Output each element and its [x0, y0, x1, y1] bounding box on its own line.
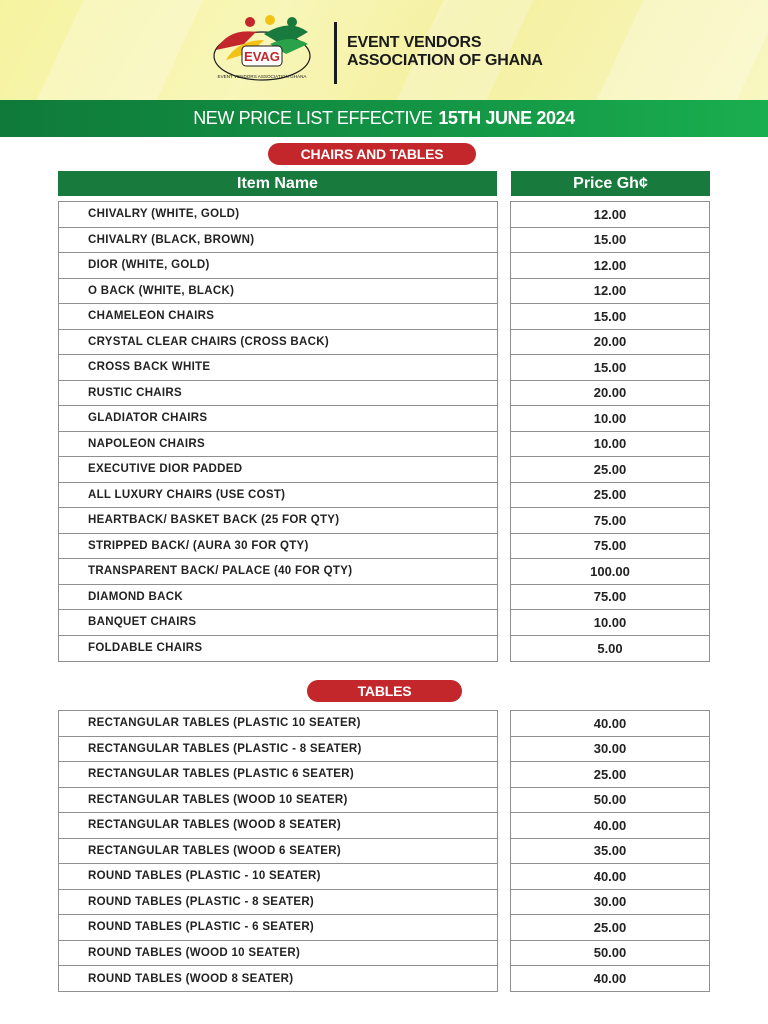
price-cell: 12.00	[511, 253, 709, 279]
price-cell: 30.00	[511, 737, 709, 763]
item-name-cell: ROUND TABLES (PLASTIC - 6 SEATER)	[59, 915, 497, 941]
item-name-cell: DIAMOND BACK	[59, 585, 497, 611]
item-name-cell: RECTANGULAR TABLES (PLASTIC 6 SEATER)	[59, 762, 497, 788]
price-cell: 15.00	[511, 355, 709, 381]
background-facet	[27, 0, 212, 100]
item-name-cell: ROUND TABLES (WOOD 8 SEATER)	[88, 972, 294, 985]
price-cell: 35.00	[511, 839, 709, 865]
logo-text: EVAG	[244, 49, 280, 64]
item-name-cell: STRIPPED BACK/ (AURA 30 FOR QTY)	[59, 534, 497, 560]
item-name-cell: HEARTBACK/ BASKET BACK (25 FOR QTY)	[59, 508, 497, 534]
banner-date: 15TH JUNE 2024	[438, 108, 575, 128]
item-name-cell: RECTANGULAR TABLES (PLASTIC - 8 SEATER)	[59, 737, 497, 763]
price-cell: 40.00	[593, 971, 627, 987]
org-name-line2: ASSOCIATION OF GHANA	[347, 52, 543, 69]
item-name-cell: EXECUTIVE DIOR PADDED	[59, 457, 497, 483]
item-name-cell: CROSS BACK WHITE	[59, 355, 497, 381]
price-cell: 40.00	[511, 813, 709, 839]
tables-item-table	[58, 710, 498, 992]
item-name-cell: ALL LUXURY CHAIRS (USE COST)	[59, 483, 497, 509]
price-cell: 20.00	[511, 381, 709, 407]
price-cell: 75.00	[511, 508, 709, 534]
price-cell: 75.00	[511, 585, 709, 611]
price-cell: 5.00	[597, 640, 623, 656]
item-name-cell: GLADIATOR CHAIRS	[59, 406, 497, 432]
org-name	[347, 34, 543, 70]
item-name-cell: RUSTIC CHAIRS	[59, 381, 497, 407]
column-header-item: Item Name	[58, 171, 497, 196]
item-name-cell: NAPOLEON CHAIRS	[59, 432, 497, 458]
effective-date-banner	[0, 100, 768, 137]
header-divider	[334, 22, 337, 84]
item-name-cell: FOLDABLE CHAIRS	[88, 642, 203, 655]
tables-price-table	[510, 710, 710, 992]
price-cell: 15.00	[511, 304, 709, 330]
column-header-price: Price Gh¢	[511, 171, 710, 196]
price-cell: 50.00	[511, 788, 709, 814]
item-name-cell: ROUND TABLES (PLASTIC - 8 SEATER)	[59, 890, 497, 916]
item-name-cell: RECTANGULAR TABLES (WOOD 10 SEATER)	[59, 788, 497, 814]
price-cell: 50.00	[511, 941, 709, 967]
chairs-item-table	[58, 201, 498, 662]
price-cell: 20.00	[511, 330, 709, 356]
item-name-cell: TRANSPARENT BACK/ PALACE (40 FOR QTY)	[59, 559, 497, 585]
item-name-cell: O BACK (WHITE, BLACK)	[59, 279, 497, 305]
price-cell: 40.00	[511, 864, 709, 890]
price-cell: 40.00	[511, 711, 709, 737]
price-cell: 25.00	[511, 457, 709, 483]
price-cell: 100.00	[511, 559, 709, 585]
price-cell: 25.00	[511, 483, 709, 509]
item-name-cell: CHIVALRY (WHITE, GOLD)	[59, 202, 497, 228]
item-name-cell: CHIVALRY (BLACK, BROWN)	[59, 228, 497, 254]
item-name-cell: CHAMELEON CHAIRS	[59, 304, 497, 330]
banner-prefix: NEW PRICE LIST EFFECTIVE	[193, 108, 433, 128]
item-name-cell: ROUND TABLES (WOOD 10 SEATER)	[59, 941, 497, 967]
item-name-cell: DIOR (WHITE, GOLD)	[59, 253, 497, 279]
header	[0, 0, 768, 100]
item-name-cell: RECTANGULAR TABLES (WOOD 6 SEATER)	[59, 839, 497, 865]
item-name-cell: CRYSTAL CLEAR CHAIRS (CROSS BACK)	[59, 330, 497, 356]
evag-logo	[208, 10, 316, 90]
price-cell: 15.00	[511, 228, 709, 254]
logo-ring-text: EVENT VENDORS ASSOCIATION GHANA	[217, 74, 307, 79]
price-cell: 25.00	[511, 915, 709, 941]
item-name-cell: ROUND TABLES (PLASTIC - 10 SEATER)	[59, 864, 497, 890]
price-cell: 75.00	[511, 534, 709, 560]
section-title-chairs: CHAIRS AND TABLES	[268, 143, 476, 165]
item-name-cell: RECTANGULAR TABLES (PLASTIC 10 SEATER)	[59, 711, 497, 737]
price-cell: 25.00	[511, 762, 709, 788]
item-name-cell: RECTANGULAR TABLES (WOOD 8 SEATER)	[59, 813, 497, 839]
price-cell: 10.00	[511, 406, 709, 432]
price-cell: 10.00	[511, 610, 709, 636]
org-name-line1: EVENT VENDORS	[347, 34, 482, 51]
section-title-tables: TABLES	[307, 680, 462, 702]
price-cell: 12.00	[511, 279, 709, 305]
background-facet	[587, 0, 768, 100]
price-cell: 10.00	[511, 432, 709, 458]
price-cell: 12.00	[511, 202, 709, 228]
item-name-cell: BANQUET CHAIRS	[59, 610, 497, 636]
chairs-price-table	[510, 201, 710, 662]
price-cell: 30.00	[511, 890, 709, 916]
